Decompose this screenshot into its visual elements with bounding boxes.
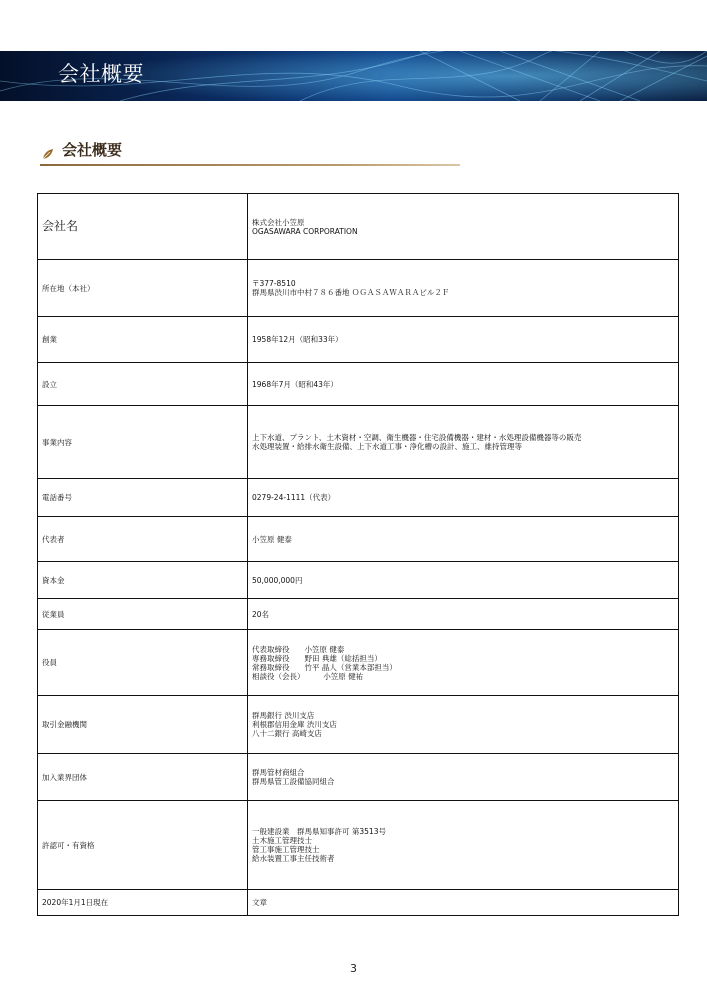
value-line: 群馬銀行 渋川支店 (252, 711, 315, 720)
row-value (248, 317, 679, 363)
value-line: 相談役（会長） 小笠原 健祐 (252, 671, 364, 681)
row-label: 創業 (38, 317, 248, 363)
value-line: 群馬県管工設備協同組合 (252, 777, 335, 786)
row-label: 加入業界団体 (38, 754, 248, 801)
table-row (38, 517, 679, 562)
row-label: 設立 (38, 363, 248, 406)
value-line: 株式会社小笠原 (252, 217, 305, 227)
value-line: 文章 (252, 898, 267, 907)
section-title: 会社概要 (62, 141, 123, 159)
table-row (38, 479, 679, 517)
row-value (248, 260, 679, 317)
value-line: 水処理装置・給排水衛生設備、上下水道工事・浄化槽の設計、施工、維持管理等 (252, 442, 522, 451)
row-label: 資本金 (38, 562, 248, 599)
value-line: 1958年12月（昭和33年） (252, 335, 343, 344)
value-line: 上下水道、プラント、土木資材・空調、衛生機器・住宅設備機器・建材・水処理設備機器等の販売 (252, 433, 582, 442)
row-value (248, 754, 679, 801)
value-line: 専務取締役 野田 典雄（総括担当） (252, 653, 382, 663)
section-heading (40, 139, 460, 161)
value-line: 群馬管材商組合 (252, 768, 305, 777)
table-row (38, 801, 679, 890)
row-value (248, 517, 679, 562)
table-row (38, 630, 679, 696)
row-value (248, 479, 679, 517)
row-label: 電話番号 (38, 479, 248, 517)
value-line: 50,000,000円 (252, 575, 303, 585)
company-info-table (37, 193, 679, 916)
value-line: 利根郡信用金庫 渋川支店 (252, 720, 337, 729)
table-row (38, 406, 679, 479)
value-line: 群馬県渋川市中村７８６番地 ＯＧＡＳＡＷＡＲＡビル２Ｆ (252, 288, 450, 297)
table-row (38, 696, 679, 754)
value-line: 20名 (252, 609, 270, 619)
row-label: 事業内容 (38, 406, 248, 479)
value-line: 代表取締役 小笠原 健泰 (252, 644, 345, 654)
table-row (38, 363, 679, 406)
row-label: 許認可・有資格 (38, 801, 248, 890)
row-value (248, 599, 679, 630)
table-row (38, 754, 679, 801)
row-value (248, 801, 679, 890)
table-row (38, 562, 679, 599)
table-row (38, 890, 679, 916)
section-divider (40, 164, 460, 166)
row-label: 役員 (38, 630, 248, 696)
row-value (248, 363, 679, 406)
row-value (248, 630, 679, 696)
row-label: 会社名 (38, 194, 248, 260)
row-value (248, 562, 679, 599)
value-line: 常務取締役 竹平 晶人（営業本部担当） (252, 662, 397, 672)
table-row (38, 599, 679, 630)
row-label: 2020年1月1日現在 (38, 890, 248, 916)
banner-title: 会社概要 (58, 62, 144, 86)
row-label: 取引金融機関 (38, 696, 248, 754)
table-row (38, 194, 679, 260)
value-line: 0279-24-1111（代表） (252, 493, 336, 502)
value-line: 給水装置工事主任技術者 (252, 854, 335, 863)
value-line: 1968年7月（昭和43年） (252, 379, 338, 389)
row-value (248, 696, 679, 754)
table-row (38, 260, 679, 317)
row-label: 従業員 (38, 599, 248, 630)
value-line: 一般建設業 群馬県知事許可 第3513号 (252, 827, 386, 836)
table-row (38, 317, 679, 363)
row-label: 代表者 (38, 517, 248, 562)
page-number: 3 (350, 962, 357, 975)
row-value (248, 890, 679, 916)
leaf-icon (42, 145, 54, 164)
value-line: 小笠原 健泰 (252, 534, 292, 544)
row-value (248, 194, 679, 260)
header-banner (0, 51, 707, 101)
value-line: 土木施工管理技士 (252, 836, 312, 845)
value-line: 管工事施工管理技士 (252, 845, 320, 854)
value-line: 〒377-8510 (252, 279, 296, 288)
value-line: 八十二銀行 高崎支店 (252, 729, 322, 738)
row-value (248, 406, 679, 479)
row-label: 所在地（本社） (38, 260, 248, 317)
value-line: OGASAWARA CORPORATION (252, 226, 358, 236)
